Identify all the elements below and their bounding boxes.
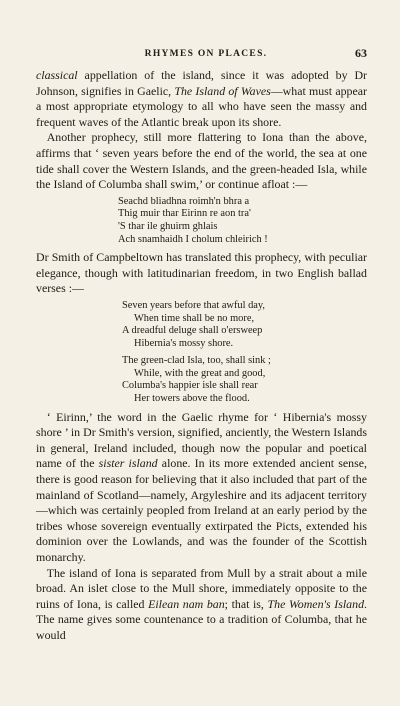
- text-run: Dr Smith of Campbeltown has translated this prophecy, with peculiar elegance, though with latitudinarian freedom, in two English ballad verses :—: [36, 250, 367, 296]
- italic-text: Eilean nam ban: [148, 596, 225, 611]
- verse-line: Columba's happier isle shall rear: [122, 380, 258, 392]
- paragraph: [36, 130, 367, 192]
- text-run: ‘ Eirinn,’ the word in the Gaelic rhyme for ‘ Hibernia's mossy shore ’ in Dr Smith's version, signified, anciently, the Western Islands in general, Ireland included, though now the popular and poetical name of the: [36, 409, 367, 471]
- verse-line: Seven years before that awful day,: [122, 299, 266, 311]
- verse-line: 'S thar ile ghuirm ghlais: [118, 220, 218, 232]
- verse-line: When time shall be no more,: [134, 312, 255, 324]
- text-run: . The name gives some countenance to a tradition of Columba, that he would: [36, 596, 367, 642]
- paragraph: [36, 566, 367, 644]
- running-head: RHYMES ON PLACES.: [144, 49, 268, 59]
- paragraph: [36, 250, 367, 297]
- text-run: appellation of the island, since it was adopted by Dr Johnson, signifies in Gaelic,: [36, 68, 367, 98]
- text-run: alone. In its more extended ancient sense, there is good reason for believing that it also included that part of the mainland of Scotland—namely, Argyleshire and its adjacent territory—which was certainly peopled from Ireland at an early period by the tribes whose sovereign eventually extirpated the Picts, extended his dominion over the Lowlands, and was the founder of the Scottish monarchy.: [36, 456, 367, 564]
- ballad-verse: [36, 300, 367, 406]
- text-run: Another prophecy, still more flattering to Iona than the above, affirms that ‘ seven years before the end of the world, the sea at one tide shall cover the Western Islands, and the green-headed Isla, while the Island of Columba shall swim,’ or continue afloat :—: [36, 130, 367, 192]
- text-run: —what must appear a most appropriate etymology to all who have seen the massy and frequent waves of the Atlantic break upon its shore.: [36, 83, 368, 129]
- text-run: The island of Iona is separated from Mull by a strait about a mile broad. An islet close to the Mull shore, immediately opposite to the ruins of Iona, is called: [36, 565, 367, 611]
- italic-text: The Island of Waves: [174, 83, 271, 98]
- body-text: [36, 68, 367, 644]
- italic-text: classical: [36, 68, 78, 82]
- page-number: 63: [355, 46, 367, 60]
- paragraph: [36, 68, 367, 130]
- verse-line: Hibernia's mossy shore.: [134, 337, 234, 349]
- italic-text: sister island: [98, 456, 158, 471]
- verse-line: Seachd bliadhna roimh'n bhra a: [118, 195, 250, 207]
- verse-line: The green-clad Isla, too, shall sink ;: [122, 355, 271, 367]
- verse-line: Her towers above the flood.: [134, 393, 250, 405]
- italic-text: The Women's Island: [267, 596, 365, 611]
- text-run: ; that is,: [224, 596, 268, 611]
- paragraph: [36, 410, 367, 566]
- verse-line: A dreadful deluge shall o'ersweep: [122, 325, 263, 337]
- gaelic-verse: [36, 196, 367, 246]
- verse-line: Thig muir thar Eirinn re aon tra': [118, 208, 251, 220]
- verse-line: While, with the great and good,: [134, 367, 266, 379]
- page-header: [45, 45, 367, 65]
- verse-line: Ach snamhaidh I cholum chleirich !: [118, 233, 268, 245]
